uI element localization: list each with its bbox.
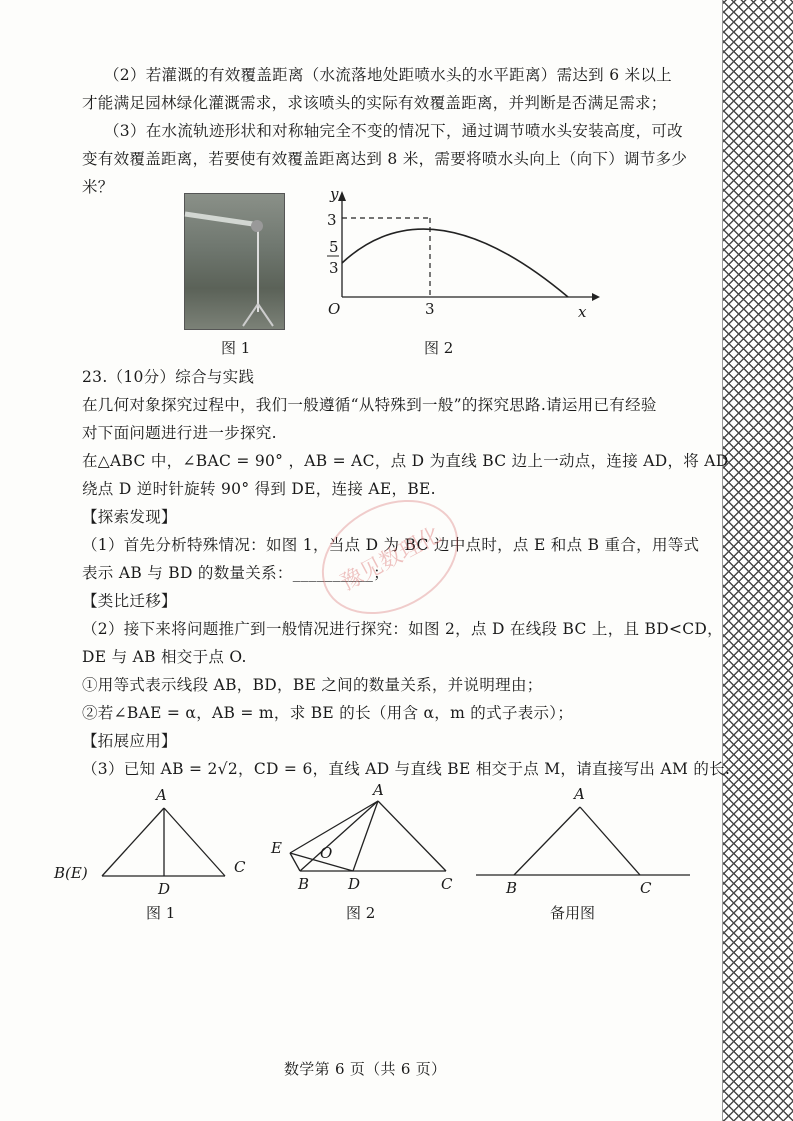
p23-cond-line2: 绕点 D 逆时针旋转 90° 得到 DE，连接 AE，BE.	[82, 480, 436, 498]
p22-q3-line1: （3）在水流轨迹形状和对称轴完全不变的情况下，通过调节喷水头安装高度，可改	[104, 122, 683, 140]
page-footer: 数学第 6 页（共 6 页）	[284, 1060, 447, 1078]
fig1-label-d: D	[158, 880, 171, 898]
fig2-label-e: E	[271, 839, 282, 857]
fig3-label-c: C	[640, 879, 652, 897]
p23-q2-sub1: ①用等式表示线段 AB，BD，BE 之间的数量关系，并说明理由；	[82, 676, 543, 694]
fig1-label-c: C	[234, 858, 246, 876]
p23-cond-line1: 在△ABC 中，∠BAC = 90° ，AB = AC，点 D 为直线 BC 边上一动点，连接 AD，将 AD	[82, 452, 729, 470]
p23-q2-sub2: ②若∠BAE = α，AB = m，求 BE 的长（用含 α，m 的式子表示）；	[82, 704, 574, 722]
geometry-fig2	[268, 781, 468, 895]
binding-margin-hatch	[722, 0, 793, 1121]
parabola-graph	[310, 185, 600, 325]
frac-denominator: 3	[329, 259, 339, 277]
frac-numerator: 5	[329, 238, 339, 256]
geo-fig2-caption: 图 2	[346, 904, 376, 922]
geo-fig1-caption: 图 1	[146, 904, 176, 922]
x-tick-3: 3	[425, 300, 435, 318]
fig1-caption-top: 图 1	[221, 339, 251, 357]
p23-intro-line2: 对下面问题进行进一步探究.	[82, 424, 277, 442]
fig3-label-a: A	[574, 785, 585, 803]
fig2-label-o: O	[320, 844, 333, 862]
sprinkler-photo	[184, 193, 285, 330]
fig1-label-a: A	[156, 786, 167, 804]
watermark-stamp: 豫见数理化	[302, 477, 478, 636]
x-axis-label: x	[578, 303, 587, 321]
p23-q2-line2: DE 与 AB 相交于点 O.	[82, 648, 247, 666]
spare-fig-caption: 备用图	[550, 904, 596, 922]
geometry-fig1	[54, 786, 246, 900]
p22-q3-line3: 米？	[82, 178, 114, 196]
p23-q1-line1: （1）首先分析特殊情况：如图 1，当点 D 为 BC 边中点时，点 E 和点 B 重合，用等式	[82, 536, 700, 554]
p23-header: 23.（10分）综合与实践	[82, 368, 255, 386]
p22-q2-line1: （2）若灌溉的有效覆盖距离（水流落地处距喷水头的水平距离）需达到 6 米以上	[104, 66, 672, 84]
p23-intro-line1: 在几何对象探究过程中，我们一般遵循“从特殊到一般”的探究思路.请运用已有经验	[82, 396, 657, 414]
analog-title: 【类比迁移】	[82, 592, 177, 610]
explore-title: 【探索发现】	[82, 508, 177, 526]
fig2-caption-top: 图 2	[424, 339, 454, 357]
y-tick-3: 3	[327, 211, 337, 229]
fig3-label-b: B	[506, 879, 518, 897]
p23-q1-line2: 表示 AB 与 BD 的数量关系：__________；	[82, 564, 390, 582]
p22-q2-line2: 才能满足园林绿化灌溉需求，求该喷头的实际有效覆盖距离，并判断是否满足需求；	[82, 94, 667, 112]
parabola-curve	[342, 229, 568, 297]
extend-title: 【拓展应用】	[82, 732, 177, 750]
fig1-label-be: B(E)	[54, 864, 88, 882]
fig2-label-d: D	[348, 875, 361, 893]
fig2-label-b: B	[298, 875, 310, 893]
fig2-label-a: A	[373, 781, 384, 799]
fig2-label-c: C	[441, 875, 453, 893]
geometry-spare-fig	[476, 785, 696, 895]
origin-label: O	[328, 300, 341, 318]
p23-q3-line1: （3）已知 AB = 2√2，CD = 6，直线 AD 与直线 BE 相交于点 M，请直接写出 AM 的长.	[82, 760, 731, 778]
p22-q3-line2: 变有效覆盖距离，若要使有效覆盖距离达到 8 米，需要将喷水头向上（向下）调节多少	[82, 150, 688, 168]
p23-q2-line1: （2）接下来将问题推广到一般情况进行探究：如图 2，点 D 在线段 BC 上，且 BD<CD，	[82, 620, 723, 638]
y-axis-label: y	[330, 185, 339, 203]
